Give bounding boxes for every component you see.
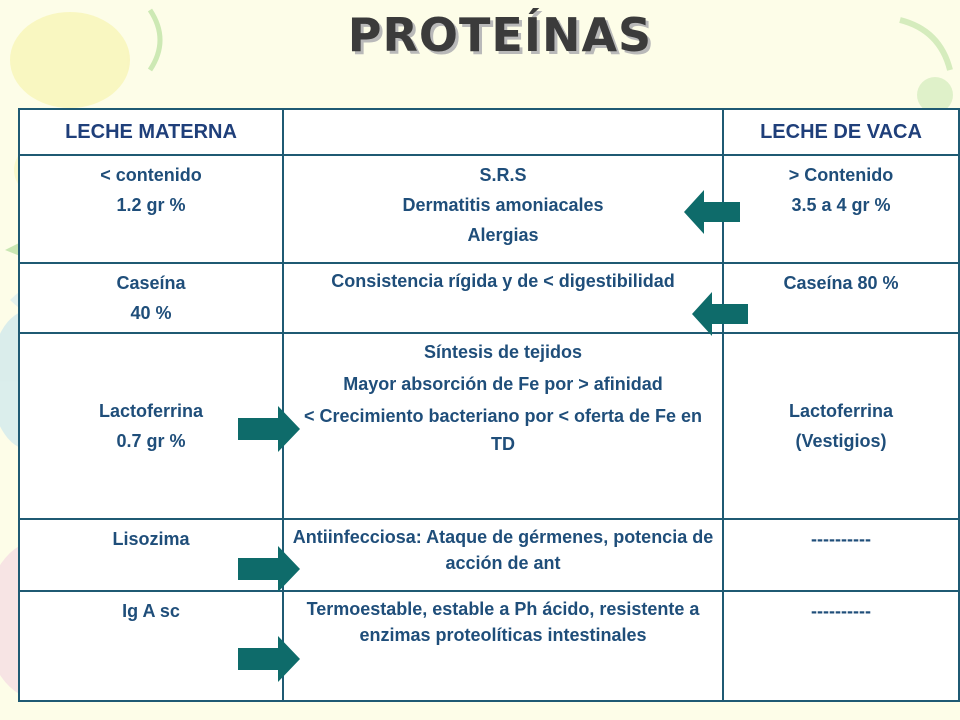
- cell-materna: Lactoferrina 0.7 gr %: [19, 333, 283, 519]
- arrow-left-icon: [684, 190, 740, 234]
- cell-materna: Ig A sc: [19, 591, 283, 701]
- cell-vaca: Caseína 80 %: [723, 263, 959, 333]
- cell-center: Termoestable, estable a Ph ácido, resistente a enzimas proteolíticas intestinales: [283, 591, 723, 701]
- table-row: [19, 155, 959, 263]
- table-header-row: [19, 109, 959, 155]
- cell-vaca: ----------: [723, 519, 959, 591]
- header-leche-de-vaca: LECHE DE VACA: [723, 109, 959, 155]
- cell-center: Antiinfecciosa: Ataque de gérmenes, potencia de acción de ant: [283, 519, 723, 591]
- header-center: [283, 109, 723, 155]
- table-row: [19, 519, 959, 591]
- arrow-right-icon: [238, 546, 300, 592]
- arrow-right-icon: [238, 406, 300, 452]
- cell-center: S.R.S Dermatitis amoniacales Alergias: [283, 155, 723, 263]
- cell-vaca: ----------: [723, 591, 959, 701]
- cell-materna: Caseína 40 %: [19, 263, 283, 333]
- cell-materna: < contenido 1.2 gr %: [19, 155, 283, 263]
- table-row: [19, 333, 959, 519]
- header-leche-materna: LECHE MATERNA: [19, 109, 283, 155]
- cell-center: Consistencia rígida y de < digestibilidad: [283, 263, 723, 333]
- arrow-right-icon: [238, 636, 300, 682]
- cell-vaca: > Contenido 3.5 a 4 gr %: [723, 155, 959, 263]
- protein-comparison-table: [18, 108, 960, 702]
- arrow-left-icon: [692, 292, 748, 336]
- cell-materna: Lisozima: [19, 519, 283, 591]
- table-row: [19, 591, 959, 701]
- cell-center: Síntesis de tejidos Mayor absorción de Fe por > afinidad < Crecimiento bacteriano por < oferta de Fe en TD: [283, 333, 723, 519]
- table-row: [19, 263, 959, 333]
- cell-vaca: Lactoferrina (Vestigios): [723, 333, 959, 519]
- page-title: PROTEÍNAS: [347, 8, 653, 62]
